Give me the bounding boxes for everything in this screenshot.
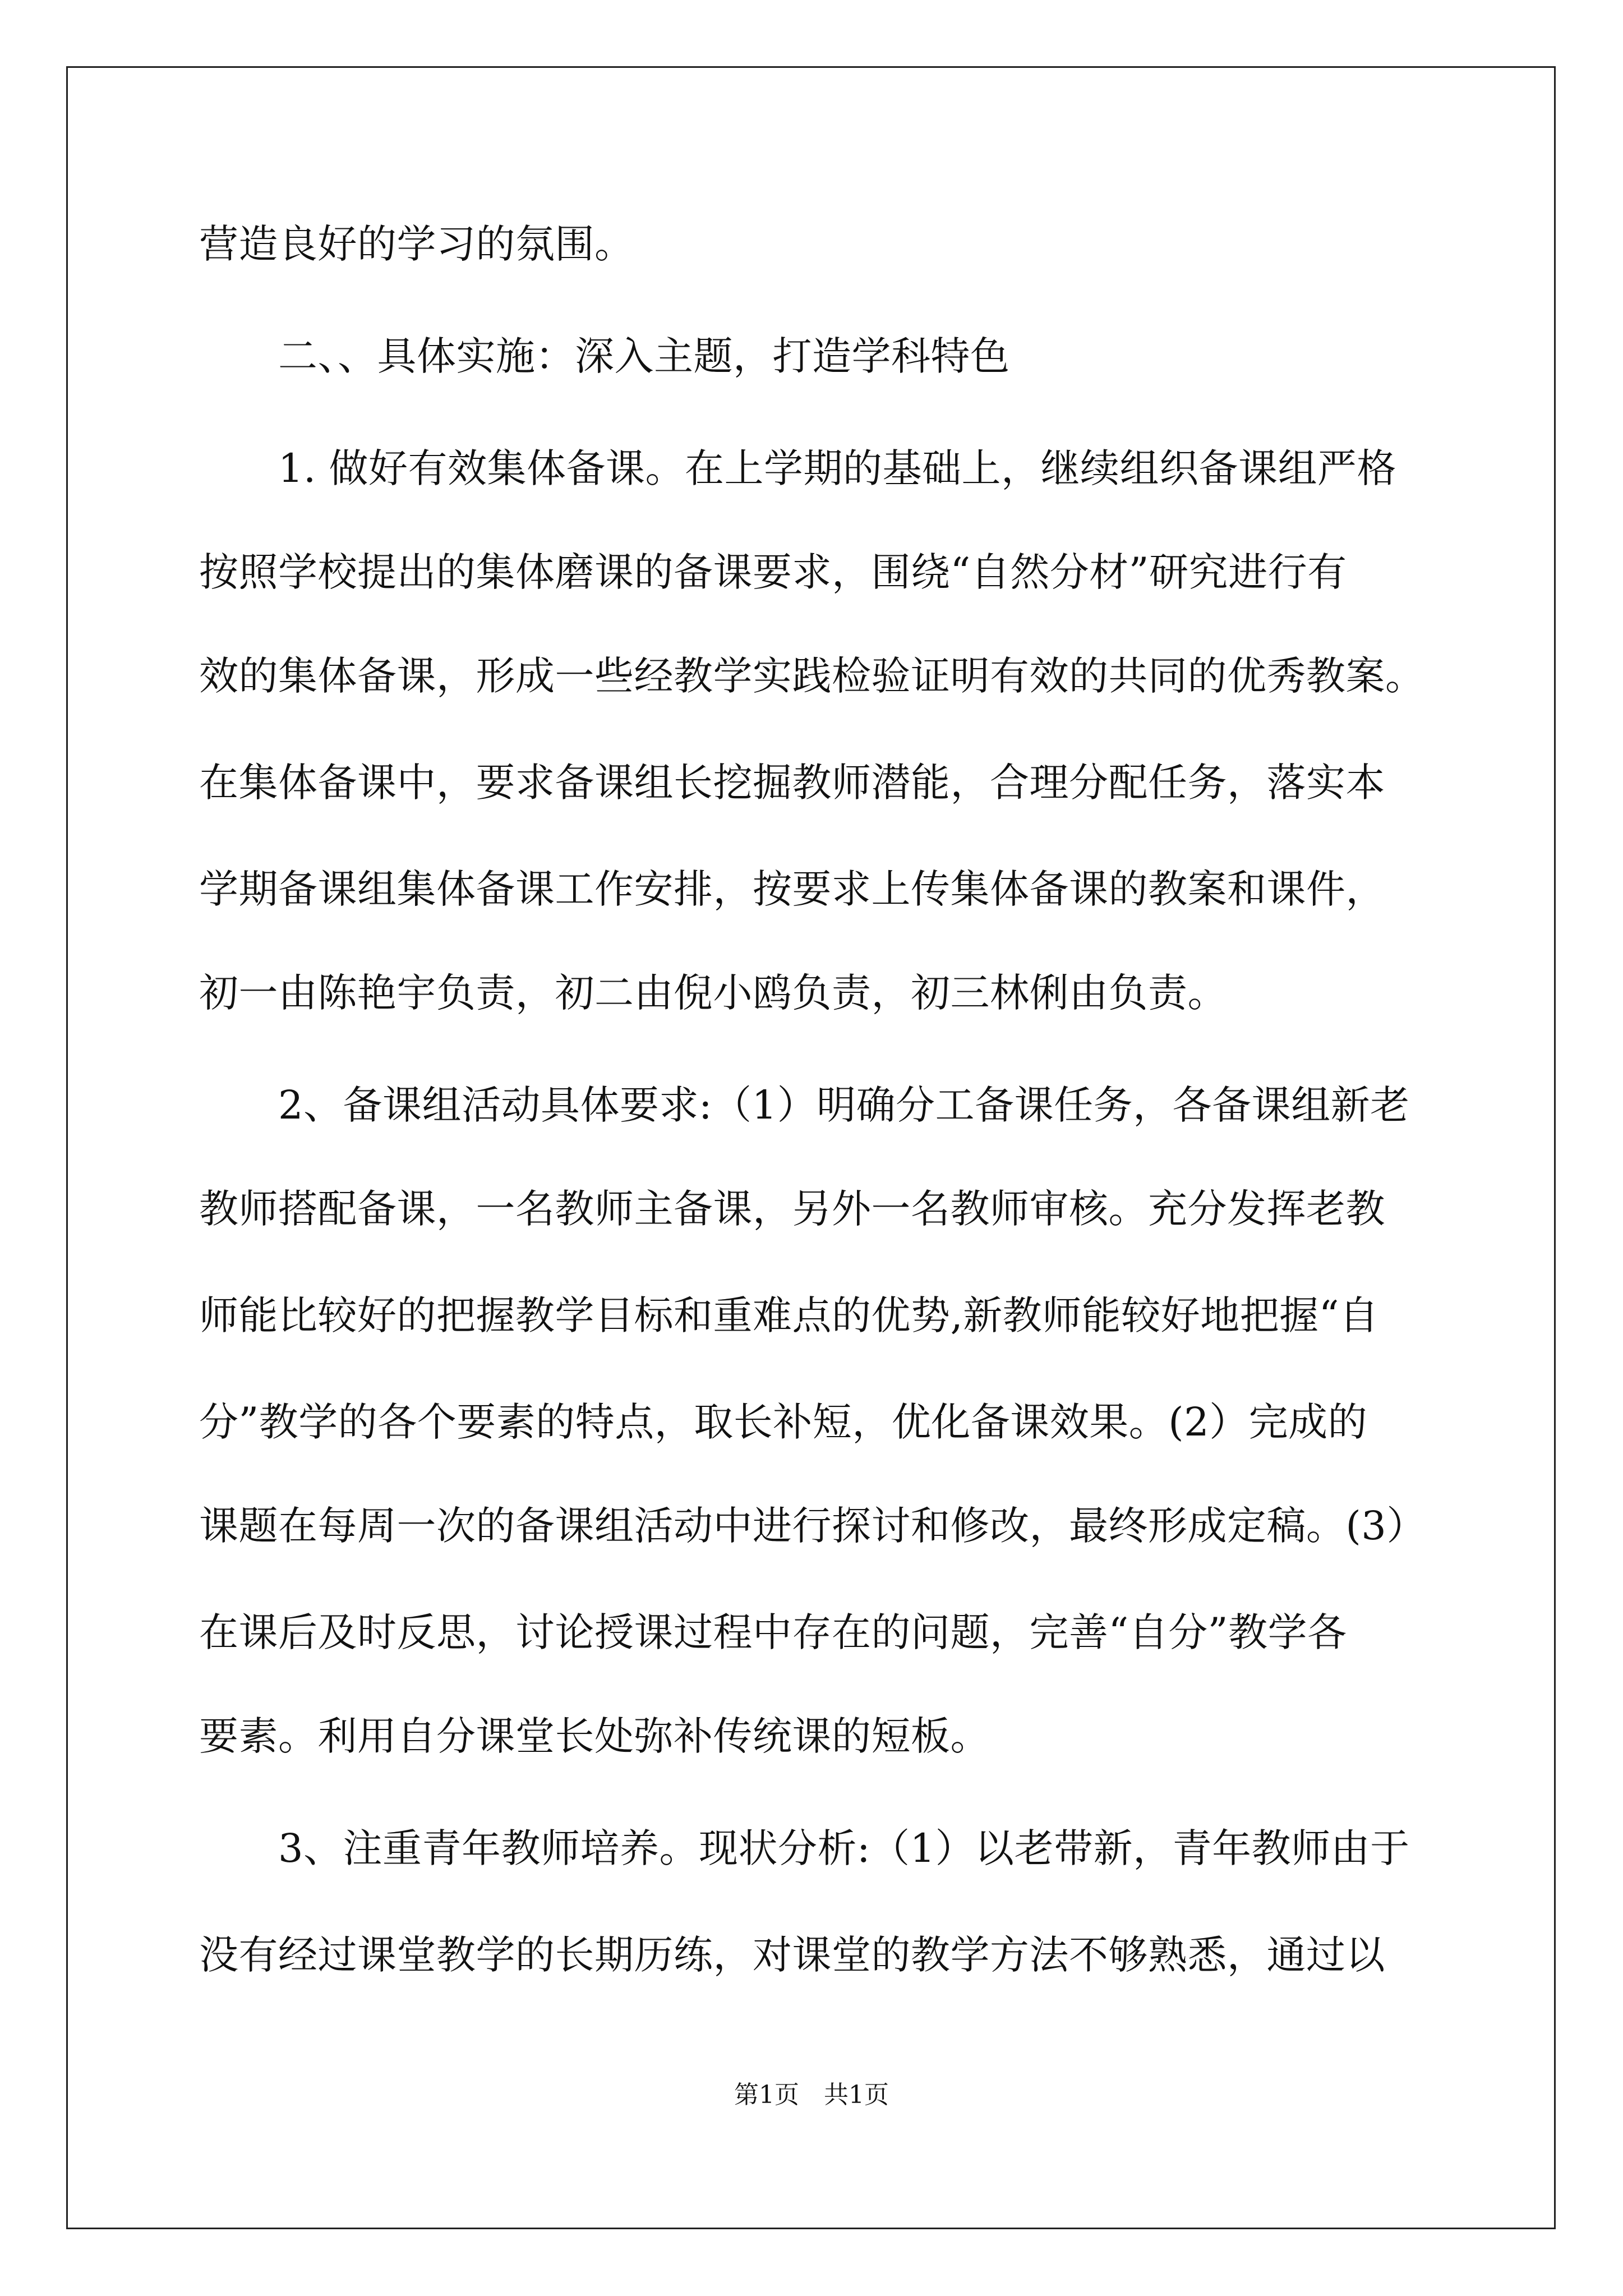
text-line-12: 分”教学的各个要素的特点，取长补短，优化备课效果。(2）完成的: [199, 1399, 1368, 1445]
text-line-1: 营造良好的学习的氛围。: [199, 221, 634, 267]
text-line-3: 1. 做好有效集体备课。在上学期的基础上，继续组织备课组严格: [199, 445, 1397, 491]
text-line-9: 2、备课组活动具体要求:（1）明确分工备课任务，各备课组新老: [199, 1082, 1410, 1128]
text-line-15: 要素。利用自分课堂长处弥补传统课的短板。: [199, 1713, 990, 1759]
text-line-13: 课题在每周一次的备课组活动中进行探讨和修改，最终形成定稿。(3）: [199, 1503, 1426, 1549]
text-line-10: 教师搭配备课，一名教师主备课，另外一名教师审核。充分发挥老教: [199, 1186, 1385, 1232]
text-line-4: 按照学校提出的集体磨课的备课要求，围绕“自然分材”研究进行有: [199, 549, 1347, 595]
text-line-7: 学期备课组集体备课工作安排，按要求上传集体备课的教案和课件，: [199, 866, 1385, 912]
page-border: [66, 66, 1556, 2229]
text-line-16: 3、注重青年教师培养。现状分析:（1）以老带新，青年教师由于: [199, 1825, 1410, 1871]
section-heading: 二、、具体实施：深入主题，打造学科特色: [199, 333, 1010, 379]
text-line-5: 效的集体备课，形成一些经教学实践检验证明有效的共同的优秀教案。: [199, 653, 1425, 699]
text-line-8: 初一由陈艳宇负责，初二由倪小鸥负责，初三林俐由负责。: [199, 970, 1227, 1016]
text-line-6: 在集体备课中，要求备课组长挖掘教师潜能，合理分配任务，落实本: [199, 760, 1385, 806]
text-line-17: 没有经过课堂教学的长期历练，对课堂的教学方法不够熟悉，通过以: [199, 1932, 1385, 1978]
text-line-14: 在课后及时反思，讨论授课过程中存在的问题，完善“自分”教学各: [199, 1609, 1347, 1655]
text-line-11: 师能比较好的把握教学目标和重难点的优势,新教师能较好地把握“自: [199, 1292, 1379, 1338]
page-footer: 第1页 共1页: [734, 2081, 889, 2109]
